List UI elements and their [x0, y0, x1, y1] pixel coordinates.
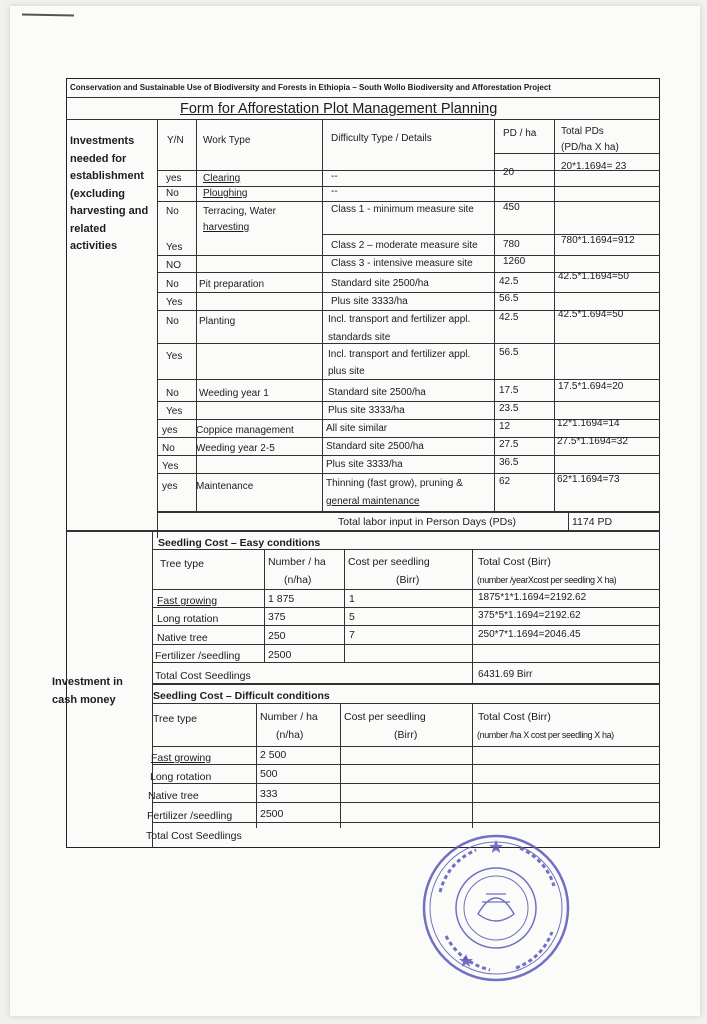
- project-header: Conservation and Sustainable Use of Biodiversity and Forests in Ethiopia – South Wollo Biodiversity and Afforestation Project: [70, 83, 551, 92]
- col-divider: [494, 119, 495, 513]
- detail-cell: Standard site 2500/ha: [328, 387, 426, 398]
- investments-label: Investments needed for establishment (excluding harvesting and related activities: [70, 135, 149, 252]
- difficult-header-tree-type: Tree type: [153, 713, 197, 725]
- work-type-cell-line2: harvesting: [203, 222, 250, 233]
- detail-cell: --: [331, 186, 338, 197]
- easy-number: 2500: [268, 649, 292, 661]
- difficult-tree-type: Fertilizer /seedling: [147, 810, 233, 822]
- easy-tree-type: Native tree: [157, 632, 208, 644]
- total-cell: 17.5*1.694=20: [558, 381, 624, 392]
- detail-cell-line2: general maintenance: [326, 496, 420, 507]
- total-labor-label: Total labor input in Person Days (PDs): [338, 516, 516, 528]
- rule: [152, 764, 660, 765]
- easy-cost: 7: [349, 629, 355, 641]
- easy-tree-type: Long rotation: [157, 613, 219, 625]
- yn-cell: No: [166, 188, 179, 199]
- work-type-cell: Coppice management: [196, 425, 294, 436]
- rule: [66, 119, 660, 120]
- easy-tree-type: Fertilizer /seedling: [155, 650, 241, 662]
- detail-cell-line2: plus site: [328, 366, 365, 377]
- header-total-pds: Total PDs: [561, 126, 604, 137]
- col-divider: [256, 703, 257, 828]
- easy-header-number-unit: (n/ha): [284, 574, 312, 586]
- difficult-number: 2500: [260, 808, 284, 820]
- rule: [152, 802, 660, 803]
- difficult-tree-type: Fast growing: [151, 752, 212, 764]
- pd-cell: 42.5: [499, 276, 519, 287]
- rule: [152, 662, 660, 663]
- rule: [157, 292, 660, 293]
- rule: [152, 703, 660, 704]
- pd-cell: 23.5: [499, 403, 519, 414]
- yn-cell: No: [166, 316, 179, 327]
- rule: [152, 589, 660, 590]
- easy-total-value: 6431.69 Birr: [478, 669, 533, 680]
- col-divider: [340, 703, 341, 828]
- rule: [152, 625, 660, 626]
- official-stamp-icon: [420, 832, 572, 984]
- detail-cell-line2: standards site: [328, 332, 391, 343]
- difficult-section-title: Seedling Cost – Difficult conditions: [153, 690, 330, 702]
- rule: [494, 153, 660, 154]
- col-divider: [472, 662, 473, 683]
- col-divider: [157, 119, 158, 538]
- cash-money-label: Investment in cash money: [52, 676, 123, 706]
- pd-cell: 450: [503, 202, 520, 213]
- easy-number: 375: [268, 611, 286, 623]
- col-divider: [554, 119, 555, 513]
- detail-cell: Standard site 2500/ha: [326, 441, 424, 452]
- pd-cell: 17.5: [499, 385, 519, 396]
- detail-cell: Plus site 3333/ha: [331, 296, 408, 307]
- yn-cell: NO: [166, 260, 181, 271]
- work-type-cell: Planting: [199, 316, 236, 327]
- yn-cell: yes: [162, 481, 178, 492]
- pd-cell: 1260: [503, 256, 526, 267]
- rule: [152, 783, 660, 784]
- easy-total: 1875*1*1.1694=2192.62: [478, 592, 587, 603]
- easy-total: 250*7*1.1694=2046.45: [478, 629, 581, 640]
- detail-cell: Incl. transport and fertilizer appl.: [328, 349, 471, 360]
- yn-cell: Yes: [166, 406, 183, 417]
- easy-header-cost: Cost per seedling: [348, 556, 430, 568]
- yn-cell: No: [166, 206, 179, 217]
- rule: [152, 644, 660, 645]
- work-type-cell: Weeding year 1: [199, 388, 269, 399]
- difficult-tree-type: Native tree: [148, 790, 199, 802]
- yn-cell: yes: [166, 173, 182, 184]
- total-labor-value: 1174 PD: [572, 516, 613, 528]
- header-difficulty: Difficulty Type / Details: [331, 133, 432, 144]
- detail-cell: Class 3 - intensive measure site: [331, 258, 473, 269]
- rule: [152, 607, 660, 608]
- total-cell: 62*1.1694=73: [557, 474, 620, 485]
- header-work-type: Work Type: [203, 135, 251, 146]
- easy-tree-type: Fast growing: [157, 595, 218, 607]
- work-type-cell: Maintenance: [196, 481, 254, 492]
- total-cell: 27.5*1.1694=32: [557, 436, 628, 447]
- rule: [157, 455, 660, 456]
- pd-cell: 56.5: [499, 347, 519, 358]
- detail-cell: Class 2 – moderate measure site: [331, 240, 478, 251]
- rule: [152, 822, 660, 823]
- pd-cell: 20: [503, 167, 515, 178]
- difficult-header-total: Total Cost (Birr): [478, 711, 551, 723]
- form-title: Form for Afforestation Plot Management Planning: [180, 101, 498, 117]
- pd-cell: 27.5: [499, 439, 519, 450]
- detail-cell: Thinning (fast grow), pruning &: [326, 478, 463, 489]
- col-divider: [568, 511, 569, 530]
- rule: [157, 255, 660, 256]
- difficult-total-label: Total Cost Seedlings: [146, 830, 242, 842]
- work-type-cell: Terracing, Water: [203, 206, 276, 217]
- header-total-pds-sub: (PD/ha X ha): [561, 142, 619, 153]
- total-cell: 42.5*1.694=50: [558, 309, 624, 320]
- detail-cell: --: [331, 171, 338, 182]
- easy-section-title: Seedling Cost – Easy conditions: [158, 537, 321, 549]
- work-type-cell: Pit preparation: [199, 279, 265, 290]
- difficult-header-number-unit: (n/ha): [276, 729, 304, 741]
- difficult-header-total-formula: (number /ha X cost per seedling X ha): [477, 730, 614, 740]
- yn-cell: yes: [162, 425, 178, 436]
- rule: [66, 97, 660, 98]
- yn-cell: No: [162, 443, 175, 454]
- easy-cost: 1: [349, 593, 355, 605]
- work-type-cell: Ploughing: [203, 188, 248, 199]
- easy-total-label: Total Cost Seedlings: [155, 670, 251, 682]
- work-type-cell: Weeding year 2-5: [196, 443, 275, 454]
- detail-cell: Plus site 3333/ha: [328, 405, 405, 416]
- total-cell: 42.5*1.1694=50: [558, 271, 629, 282]
- easy-number: 1 875: [268, 593, 295, 605]
- easy-number: 250: [268, 630, 286, 642]
- total-cell: 12*1.1694=14: [557, 418, 620, 429]
- rule: [157, 201, 660, 202]
- pd-cell: 12: [499, 421, 511, 432]
- col-divider: [322, 119, 323, 513]
- easy-header-number: Number / ha: [268, 556, 326, 568]
- yn-cell: No: [166, 388, 179, 399]
- easy-header-tree-type: Tree type: [160, 558, 204, 570]
- total-cell: 780*1.1694=912: [561, 235, 635, 246]
- pd-cell: 36.5: [499, 457, 519, 468]
- pd-cell: 42.5: [499, 312, 519, 323]
- pd-cell: 62: [499, 476, 511, 487]
- col-divider: [472, 703, 473, 828]
- rule: [152, 549, 660, 550]
- easy-header-cost-unit: (Birr): [396, 574, 420, 586]
- yn-cell: Yes: [166, 297, 183, 308]
- yn-cell: Yes: [162, 461, 179, 472]
- yn-cell: Yes: [166, 242, 183, 253]
- rule: [157, 511, 660, 513]
- difficult-number: 333: [260, 788, 278, 800]
- rule: [152, 683, 660, 685]
- easy-header-total: Total Cost (Birr): [478, 556, 551, 568]
- work-type-cell: Clearing: [203, 173, 241, 184]
- difficult-header-cost: Cost per seedling: [344, 711, 426, 723]
- difficult-number: 500: [260, 768, 278, 780]
- detail-cell: Plus site 3333/ha: [326, 459, 403, 470]
- detail-cell: Standard site 2500/ha: [331, 278, 429, 289]
- detail-cell: Incl. transport and fertilizer appl.: [328, 314, 471, 325]
- detail-cell: Class 1 - minimum measure site: [331, 204, 474, 215]
- easy-cost: 5: [349, 611, 355, 623]
- detail-cell: All site similar: [326, 423, 388, 434]
- difficult-header-cost-unit: (Birr): [394, 729, 418, 741]
- header-yn: Y/N: [167, 135, 184, 146]
- yn-cell: Yes: [166, 351, 183, 362]
- rule: [157, 343, 660, 344]
- difficult-number: 2 500: [260, 749, 287, 761]
- total-cell: 20*1.1694= 23: [561, 161, 627, 172]
- rule: [157, 401, 660, 402]
- difficult-tree-type: Long rotation: [150, 771, 212, 783]
- pd-cell: 56.5: [499, 293, 519, 304]
- pd-cell: 780: [503, 239, 520, 250]
- yn-cell: No: [166, 279, 179, 290]
- header-pd-ha: PD / ha: [503, 128, 537, 139]
- easy-total: 375*5*1.1694=2192.62: [478, 610, 581, 621]
- difficult-header-number: Number / ha: [260, 711, 318, 723]
- rule: [66, 530, 660, 532]
- easy-header-total-formula: (number /yearXcost per seedling X ha): [477, 575, 617, 585]
- rule: [152, 746, 660, 747]
